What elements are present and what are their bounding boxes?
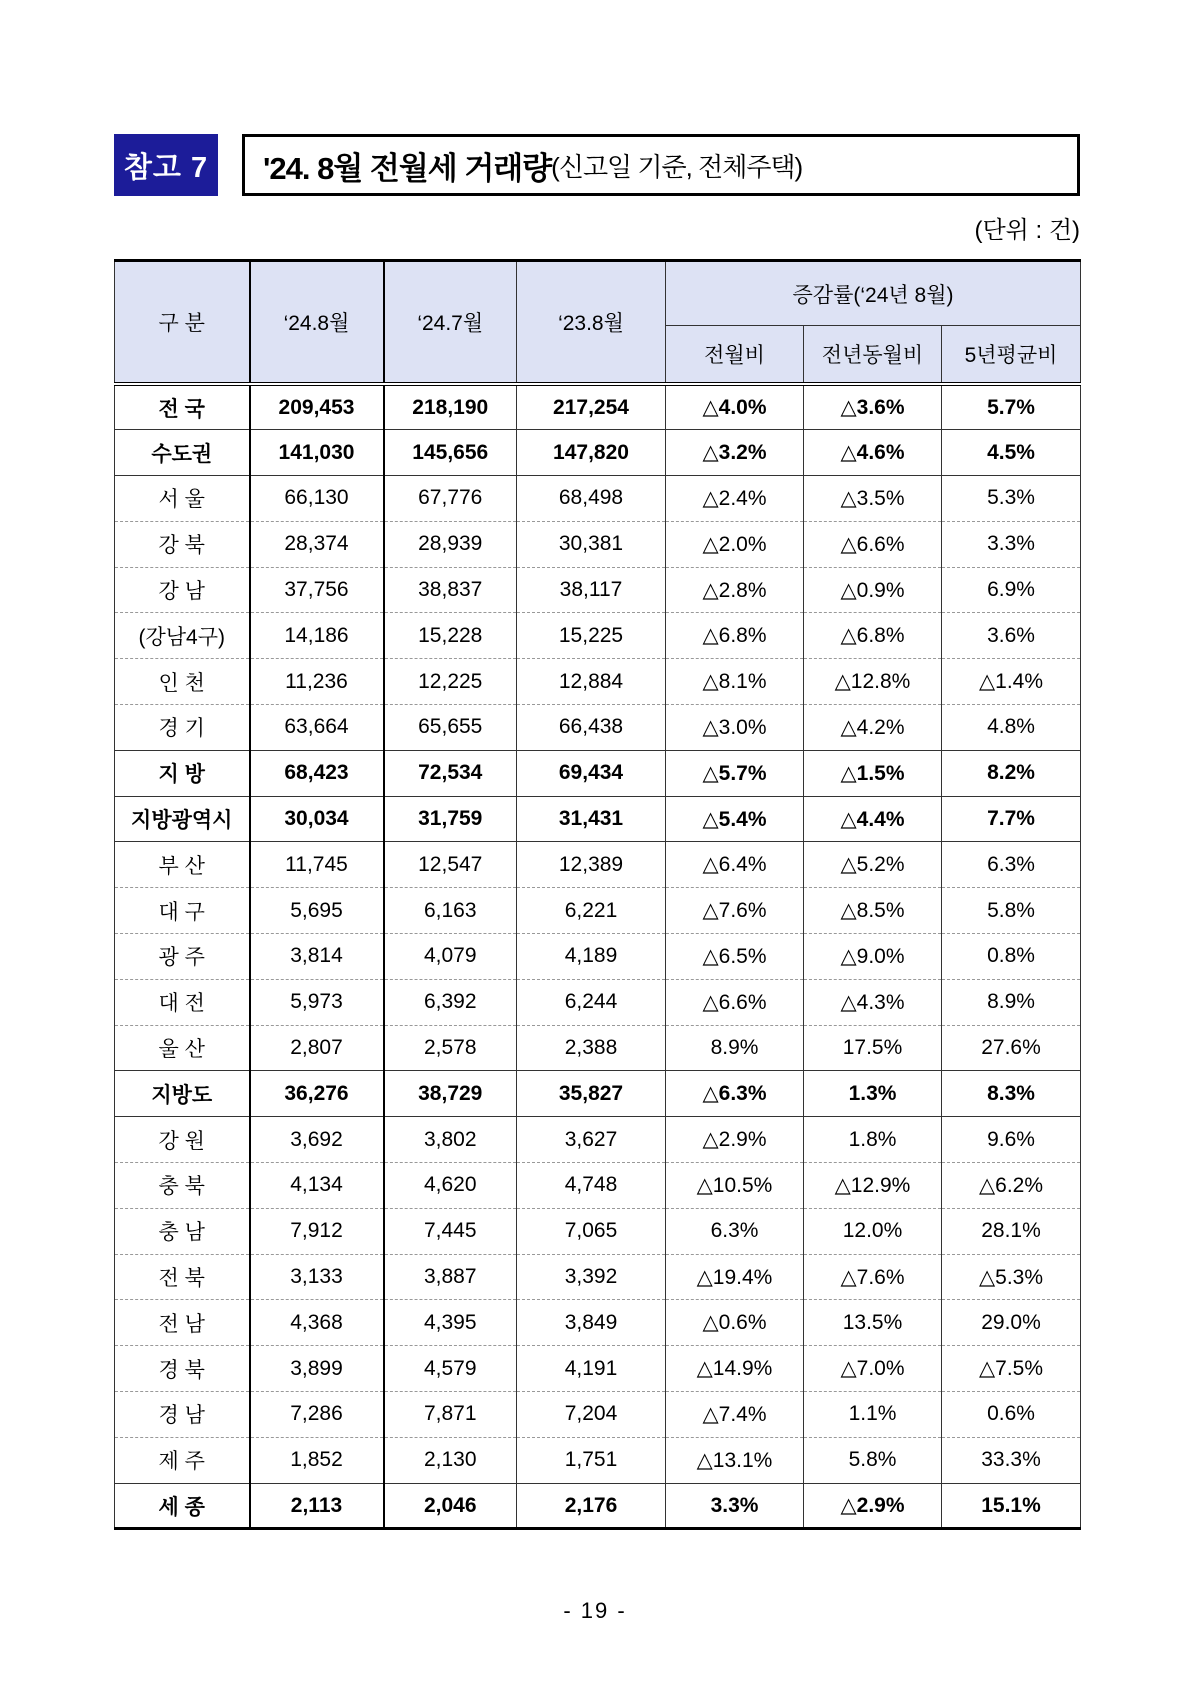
page-number: - 19 -	[563, 1598, 627, 1623]
row-label: 서 울	[115, 476, 250, 522]
cell-c3: 4.8%	[942, 705, 1081, 751]
cell-v1: 68,423	[250, 750, 384, 796]
table-row	[115, 1300, 1081, 1346]
cell-c1: △13.1%	[666, 1437, 804, 1483]
cell-v1: 4,368	[250, 1300, 384, 1346]
row-label: 전 국	[115, 384, 250, 430]
cell-c2: △0.9%	[804, 567, 942, 613]
cell-v3: 2,388	[517, 1025, 666, 1071]
cell-v3: 66,438	[517, 705, 666, 751]
cell-v2: 38,729	[384, 1071, 517, 1117]
cell-c3: 28.1%	[942, 1208, 1081, 1254]
cell-v2: 2,046	[384, 1483, 517, 1529]
row-label: 울 산	[115, 1025, 250, 1071]
cell-c1: △5.7%	[666, 750, 804, 796]
cell-v2: 4,579	[384, 1346, 517, 1392]
cell-c2: △3.6%	[804, 384, 942, 430]
cell-c3: 8.2%	[942, 750, 1081, 796]
table-row	[115, 934, 1081, 980]
cell-c2: 1.3%	[804, 1071, 942, 1117]
cell-c3: 3.3%	[942, 521, 1081, 567]
cell-c3: △1.4%	[942, 659, 1081, 705]
page-header	[114, 134, 1080, 196]
cell-v3: 3,392	[517, 1254, 666, 1300]
cell-c1: △6.4%	[666, 842, 804, 888]
cell-v3: 4,748	[517, 1163, 666, 1209]
table-row	[115, 842, 1081, 888]
cell-v3: 6,221	[517, 888, 666, 934]
cell-v2: 4,395	[384, 1300, 517, 1346]
row-label: 전 남	[115, 1300, 250, 1346]
cell-v1: 36,276	[250, 1071, 384, 1117]
table-row	[115, 1025, 1081, 1071]
header-5yr-avg: 5년평균비	[942, 326, 1081, 385]
title-box	[242, 134, 1080, 196]
row-label: 경 기	[115, 705, 250, 751]
header-mom: 전월비	[666, 326, 804, 385]
cell-c1: △2.8%	[666, 567, 804, 613]
cell-v1: 141,030	[250, 430, 384, 476]
cell-c3: △5.3%	[942, 1254, 1081, 1300]
row-label: 제 주	[115, 1437, 250, 1483]
header-2024-07: ‘24.7월	[384, 261, 517, 385]
cell-v3: 35,827	[517, 1071, 666, 1117]
cell-v1: 7,912	[250, 1208, 384, 1254]
cell-c2: 1.1%	[804, 1392, 942, 1438]
cell-c3: 29.0%	[942, 1300, 1081, 1346]
cell-c1: △6.5%	[666, 934, 804, 980]
table-row	[115, 705, 1081, 751]
cell-v3: 38,117	[517, 567, 666, 613]
cell-c3: 5.3%	[942, 476, 1081, 522]
cell-v3: 7,065	[517, 1208, 666, 1254]
cell-c1: △3.0%	[666, 705, 804, 751]
row-label: 충 북	[115, 1163, 250, 1209]
cell-c2: △4.3%	[804, 979, 942, 1025]
cell-v3: 3,849	[517, 1300, 666, 1346]
cell-v2: 67,776	[384, 476, 517, 522]
table-row	[115, 1071, 1081, 1117]
cell-v1: 2,807	[250, 1025, 384, 1071]
cell-c1: △3.2%	[666, 430, 804, 476]
cell-c3: 27.6%	[942, 1025, 1081, 1071]
cell-v3: 30,381	[517, 521, 666, 567]
cell-c3: 7.7%	[942, 796, 1081, 842]
cell-c2: 5.8%	[804, 1437, 942, 1483]
cell-v3: 31,431	[517, 796, 666, 842]
cell-c2: △8.5%	[804, 888, 942, 934]
cell-c2: △4.4%	[804, 796, 942, 842]
cell-c1: △4.0%	[666, 384, 804, 430]
cell-c1: 6.3%	[666, 1208, 804, 1254]
cell-c3: 5.8%	[942, 888, 1081, 934]
row-label: (강남4구)	[115, 613, 250, 659]
row-label: 강 남	[115, 567, 250, 613]
cell-v2: 145,656	[384, 430, 517, 476]
table-row	[115, 430, 1081, 476]
cell-c3: 9.6%	[942, 1117, 1081, 1163]
transaction-table	[114, 259, 1081, 1530]
cell-c2: 12.0%	[804, 1208, 942, 1254]
cell-v3: 7,204	[517, 1392, 666, 1438]
cell-v2: 6,392	[384, 979, 517, 1025]
row-label: 세 종	[115, 1483, 250, 1529]
table-row	[115, 1163, 1081, 1209]
cell-c3: 5.7%	[942, 384, 1081, 430]
table-row	[115, 1392, 1081, 1438]
cell-v1: 4,134	[250, 1163, 384, 1209]
row-label: 강 원	[115, 1117, 250, 1163]
cell-v2: 2,130	[384, 1437, 517, 1483]
cell-v1: 11,745	[250, 842, 384, 888]
cell-c2: 1.8%	[804, 1117, 942, 1163]
cell-c2: △1.5%	[804, 750, 942, 796]
cell-c2: △12.9%	[804, 1163, 942, 1209]
cell-v1: 5,695	[250, 888, 384, 934]
cell-c2: △4.2%	[804, 705, 942, 751]
table-row	[115, 659, 1081, 705]
cell-v1: 3,133	[250, 1254, 384, 1300]
cell-v3: 4,191	[517, 1346, 666, 1392]
table-row	[115, 888, 1081, 934]
table-row	[115, 1208, 1081, 1254]
cell-c2: △4.6%	[804, 430, 942, 476]
cell-v3: 69,434	[517, 750, 666, 796]
cell-c1: 8.9%	[666, 1025, 804, 1071]
cell-v3: 4,189	[517, 934, 666, 980]
table-row	[115, 384, 1081, 430]
row-label: 강 북	[115, 521, 250, 567]
cell-v3: 68,498	[517, 476, 666, 522]
cell-v1: 2,113	[250, 1483, 384, 1529]
cell-v2: 15,228	[384, 613, 517, 659]
cell-c2: 17.5%	[804, 1025, 942, 1071]
table-header	[115, 261, 1081, 385]
table-row	[115, 1117, 1081, 1163]
header-category: 구 분	[115, 261, 250, 385]
cell-v2: 4,079	[384, 934, 517, 980]
header-2024-08: ‘24.8월	[250, 261, 384, 385]
cell-v1: 66,130	[250, 476, 384, 522]
table-row	[115, 750, 1081, 796]
cell-v3: 147,820	[517, 430, 666, 476]
cell-v1: 11,236	[250, 659, 384, 705]
header-change-group: 증감률(‘24년 8월)	[666, 261, 1081, 326]
cell-c1: △0.6%	[666, 1300, 804, 1346]
cell-v2: 31,759	[384, 796, 517, 842]
cell-c3: 8.9%	[942, 979, 1081, 1025]
cell-c2: △9.0%	[804, 934, 942, 980]
table-row	[115, 1483, 1081, 1529]
cell-v2: 38,837	[384, 567, 517, 613]
cell-v1: 14,186	[250, 613, 384, 659]
cell-v3: 1,751	[517, 1437, 666, 1483]
cell-c2: △6.8%	[804, 613, 942, 659]
cell-c1: 3.3%	[666, 1483, 804, 1529]
cell-c1: △14.9%	[666, 1346, 804, 1392]
cell-v3: 12,884	[517, 659, 666, 705]
cell-v1: 7,286	[250, 1392, 384, 1438]
cell-v3: 217,254	[517, 384, 666, 430]
cell-c3: 0.8%	[942, 934, 1081, 980]
table-row	[115, 979, 1081, 1025]
cell-c1: △8.1%	[666, 659, 804, 705]
cell-v3: 3,627	[517, 1117, 666, 1163]
cell-c1: △2.9%	[666, 1117, 804, 1163]
cell-c2: △5.2%	[804, 842, 942, 888]
cell-c3: 15.1%	[942, 1483, 1081, 1529]
cell-c1: △6.3%	[666, 1071, 804, 1117]
cell-c1: △2.4%	[666, 476, 804, 522]
cell-v2: 28,939	[384, 521, 517, 567]
cell-v3: 15,225	[517, 613, 666, 659]
cell-c1: △5.4%	[666, 796, 804, 842]
cell-v2: 218,190	[384, 384, 517, 430]
row-label: 지방도	[115, 1071, 250, 1117]
cell-c3: 4.5%	[942, 430, 1081, 476]
cell-v1: 1,852	[250, 1437, 384, 1483]
cell-v2: 12,225	[384, 659, 517, 705]
cell-v1: 209,453	[250, 384, 384, 430]
row-label: 경 북	[115, 1346, 250, 1392]
table-row	[115, 613, 1081, 659]
cell-c3: △6.2%	[942, 1163, 1081, 1209]
table-row	[115, 1437, 1081, 1483]
cell-c1: △19.4%	[666, 1254, 804, 1300]
cell-v2: 72,534	[384, 750, 517, 796]
cell-v1: 28,374	[250, 521, 384, 567]
unit-label: (단위 : 건)	[974, 217, 1080, 244]
table-row	[115, 1254, 1081, 1300]
table-row	[115, 476, 1081, 522]
row-label: 대 전	[115, 979, 250, 1025]
cell-c2: △3.5%	[804, 476, 942, 522]
cell-v2: 3,802	[384, 1117, 517, 1163]
cell-c1: △2.0%	[666, 521, 804, 567]
cell-v2: 7,871	[384, 1392, 517, 1438]
header-2023-08: ‘23.8월	[517, 261, 666, 385]
cell-v2: 65,655	[384, 705, 517, 751]
cell-v3: 2,176	[517, 1483, 666, 1529]
cell-c1: △7.4%	[666, 1392, 804, 1438]
cell-c3: 33.3%	[942, 1437, 1081, 1483]
row-label: 광 주	[115, 934, 250, 980]
reference-badge: 참고 7	[114, 134, 218, 196]
row-label: 인 천	[115, 659, 250, 705]
table-row	[115, 1346, 1081, 1392]
cell-v1: 3,692	[250, 1117, 384, 1163]
page-title: '24. 8월 전월세 거래량	[263, 150, 552, 186]
cell-v2: 2,578	[384, 1025, 517, 1071]
row-label: 부 산	[115, 842, 250, 888]
cell-c2: △7.6%	[804, 1254, 942, 1300]
cell-c1: △6.8%	[666, 613, 804, 659]
row-label: 대 구	[115, 888, 250, 934]
cell-v1: 37,756	[250, 567, 384, 613]
cell-v1: 3,899	[250, 1346, 384, 1392]
cell-v2: 6,163	[384, 888, 517, 934]
cell-v3: 12,389	[517, 842, 666, 888]
page-title-sub: (신고일 기준, 전체주택)	[551, 151, 803, 182]
cell-c1: △7.6%	[666, 888, 804, 934]
cell-c2: △7.0%	[804, 1346, 942, 1392]
row-label: 수도권	[115, 430, 250, 476]
cell-c3: 6.9%	[942, 567, 1081, 613]
cell-c1: △10.5%	[666, 1163, 804, 1209]
cell-v2: 4,620	[384, 1163, 517, 1209]
cell-v1: 5,973	[250, 979, 384, 1025]
cell-v1: 30,034	[250, 796, 384, 842]
table-body	[115, 384, 1081, 1529]
row-label: 지방광역시	[115, 796, 250, 842]
cell-c2: △6.6%	[804, 521, 942, 567]
table-row	[115, 567, 1081, 613]
cell-v1: 63,664	[250, 705, 384, 751]
row-label: 전 북	[115, 1254, 250, 1300]
cell-v1: 3,814	[250, 934, 384, 980]
cell-c2: 13.5%	[804, 1300, 942, 1346]
cell-v2: 12,547	[384, 842, 517, 888]
row-label: 지 방	[115, 750, 250, 796]
cell-c3: 0.6%	[942, 1392, 1081, 1438]
cell-c3: 3.6%	[942, 613, 1081, 659]
cell-c2: △2.9%	[804, 1483, 942, 1529]
row-label: 충 남	[115, 1208, 250, 1254]
cell-c3: △7.5%	[942, 1346, 1081, 1392]
cell-c2: △12.8%	[804, 659, 942, 705]
cell-v2: 3,887	[384, 1254, 517, 1300]
row-label: 경 남	[115, 1392, 250, 1438]
cell-c1: △6.6%	[666, 979, 804, 1025]
cell-v2: 7,445	[384, 1208, 517, 1254]
cell-v3: 6,244	[517, 979, 666, 1025]
header-yoy: 전년동월비	[804, 326, 942, 385]
cell-c3: 6.3%	[942, 842, 1081, 888]
table-row	[115, 796, 1081, 842]
cell-c3: 8.3%	[942, 1071, 1081, 1117]
table-row	[115, 521, 1081, 567]
